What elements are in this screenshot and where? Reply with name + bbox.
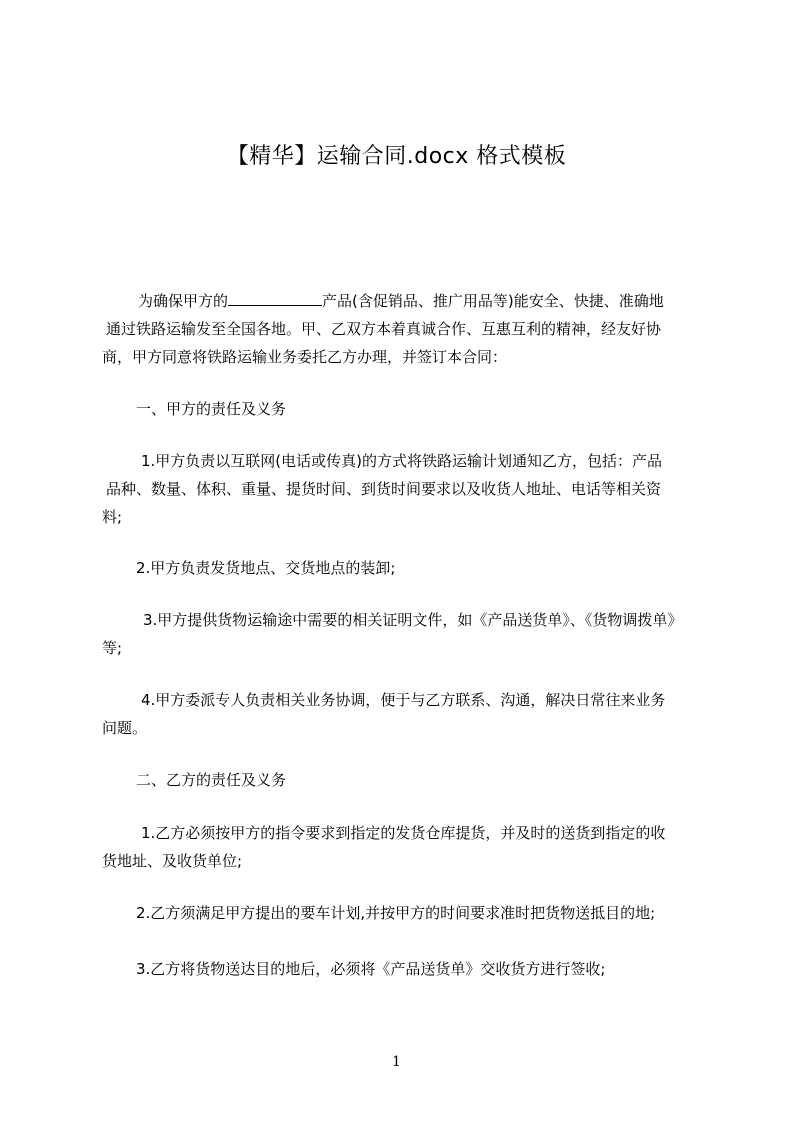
intro-line-3: 商，甲方同意将铁路运输业务委托乙方办理，并签订本合同： (102, 348, 508, 366)
intro-line-2: 通过铁路运输发至全国各地。甲、乙双方本着真诚合作、互惠互利的精神，经友好协 (106, 320, 662, 338)
document-title: 【精华】运输合同.docx 格式模板 (226, 144, 567, 169)
party-a-clause-3 (102, 606, 706, 662)
party-b-clause-1 (102, 819, 706, 875)
party-b-clause-3-line-1: 3.乙方将货物送达目的地后，必须将《产品送货单》交收货方进行签收; (136, 960, 606, 978)
party-a-clause-1-line-1: 1.甲方负责以互联网(电话或传真)的方式将铁路运输计划通知乙方，包括：产品 (141, 452, 663, 470)
party-a-clause-2 (106, 554, 706, 582)
intro-text-before-blank: 为确保甲方的 (138, 292, 229, 310)
party-a-clause-2-line-1: 2.甲方负责发货地点、交货地点的装卸; (136, 559, 396, 577)
party-b-clause-2 (106, 899, 706, 927)
party-a-clause-3-line-2: 等; (102, 639, 123, 657)
party-a-clause-1-line-2: 品种、数量、体积、重量、提货时间、到货时间要求以及收货人地址、电话等相关资 (106, 480, 662, 498)
section-heading-party-a (106, 395, 706, 423)
page-number: 1 (392, 1054, 401, 1070)
party-a-clause-4-line-2: 问题。 (102, 719, 148, 737)
intro-line-1 (106, 287, 706, 315)
fill-in-blank (228, 291, 322, 306)
section-heading-party-a-text: 一、甲方的责任及义务 (136, 400, 287, 418)
party-b-clause-1-line-2: 货地址、及收货单位; (102, 852, 243, 870)
party-a-clause-4 (102, 686, 706, 742)
party-a-clause-1-line-3: 料; (102, 508, 123, 526)
party-b-clause-2-line-1: 2.乙方须满足甲方提出的要车计划,并按甲方的时间要求准时把货物送抵目的地; (136, 904, 656, 922)
party-b-clause-1-line-1: 1.乙方必须按甲方的指令要求到指定的发货仓库提货，并及时的送货到指定的收 (141, 824, 666, 842)
party-a-clause-1 (102, 447, 706, 531)
intro-paragraph (102, 287, 706, 371)
party-b-clause-3 (106, 955, 706, 983)
intro-text-after-blank: 产品(含促销品、推广用品等)能安全、快捷、准确地 (322, 292, 664, 310)
party-a-clause-3-line-1: 3.甲方提供货物运输途中需要的相关证明文件，如《产品送货单》、《货物调拨单》 (143, 611, 683, 629)
party-a-clause-4-line-1: 4.甲方委派专人负责相关业务协调，便于与乙方联系、沟通，解决日常往来业务 (141, 691, 666, 709)
section-heading-party-b (106, 766, 706, 794)
section-heading-party-b-text: 二、乙方的责任及义务 (136, 771, 287, 789)
